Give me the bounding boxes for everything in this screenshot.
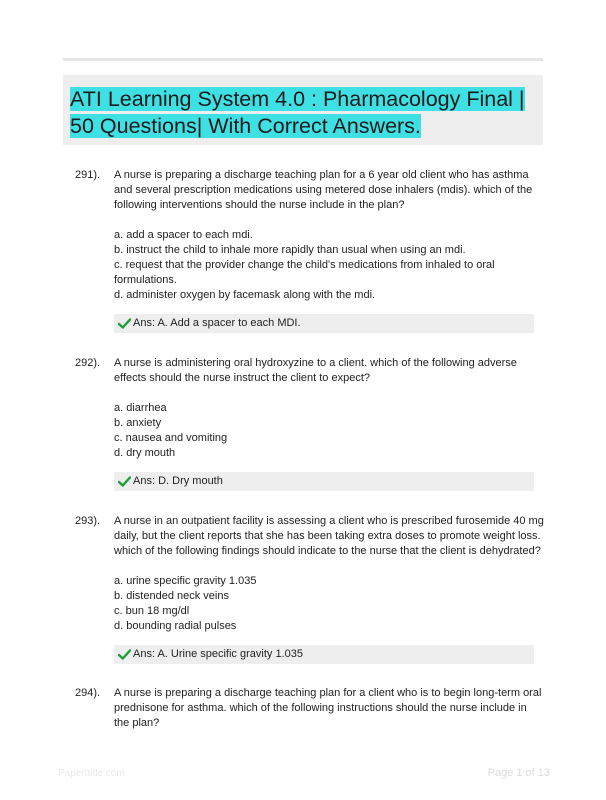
answer-option: b. distended neck veins [114, 590, 229, 602]
answer-option: c. request that the provider change the child's medications from inhaled to oral formulations. [114, 259, 495, 286]
question-text: A nurse is administering oral hydroxyzine to a client. which of the following adverse effects should the nurse instruct the client to expect? [114, 357, 517, 384]
answer-text: Ans: A. Add a spacer to each MDI. [133, 317, 301, 329]
title-banner [63, 75, 543, 145]
answer-option: a. add a spacer to each mdi. [114, 229, 253, 241]
question-body [114, 168, 544, 303]
question-text: A nurse is preparing a discharge teaching plan for a client who is to begin long-term oral prednisone for asthma. which of the following instructions should the nurse include in the plan? [114, 687, 542, 729]
question-text: A nurse is preparing a discharge teaching plan for a 6 year old client who has asthma and several prescription medications using metered dose inhalers (mdis). which of the following interventions should the nurse include in the plan? [114, 169, 533, 211]
check-icon [118, 318, 131, 329]
answer-text: Ans: D. Dry mouth [133, 475, 223, 487]
question-number: 293). [75, 515, 101, 527]
question-number: 294). [75, 687, 101, 699]
question-body [114, 514, 544, 634]
top-divider [63, 58, 543, 61]
answer-option: d. administer oxygen by facemask along with the mdi. [114, 289, 376, 301]
document-title: ATI Learning System 4.0 : Pharmacology Final | 50 Questions| With Correct Answers. [70, 87, 525, 138]
page-indicator: Page 1 of 13 [487, 767, 550, 779]
watermark-site: Paperttitle.com [58, 768, 125, 779]
answer-box [114, 314, 534, 333]
answer-option: b. instruct the child to inhale more rapidly than usual when using an mdi. [114, 244, 466, 256]
answer-option: a. diarrhea [114, 402, 167, 414]
answer-option: c. bun 18 mg/dl [114, 605, 190, 617]
question-number: 291). [75, 169, 101, 181]
answer-text: Ans: A. Urine specific gravity 1.035 [133, 648, 303, 660]
question-number: 292). [75, 357, 101, 369]
answer-option: a. urine specific gravity 1.035 [114, 575, 257, 587]
answer-option: d. bounding radial pulses [114, 620, 237, 632]
question-body [114, 356, 544, 461]
check-icon [118, 476, 131, 487]
answer-option: c. nausea and vomiting [114, 432, 228, 444]
answer-option: d. dry mouth [114, 447, 176, 459]
answer-box [114, 472, 534, 491]
answer-box [114, 645, 534, 664]
question-body [114, 686, 544, 731]
answer-option: b. anxiety [114, 417, 162, 429]
question-text: A nurse in an outpatient facility is assessing a client who is prescribed furosemide 40 mg daily, but the client reports that she has been taking extra doses to promote weight loss. which of the following findings should indicate to the nurse that the client is dehydrated? [114, 515, 544, 557]
check-icon [118, 649, 131, 660]
